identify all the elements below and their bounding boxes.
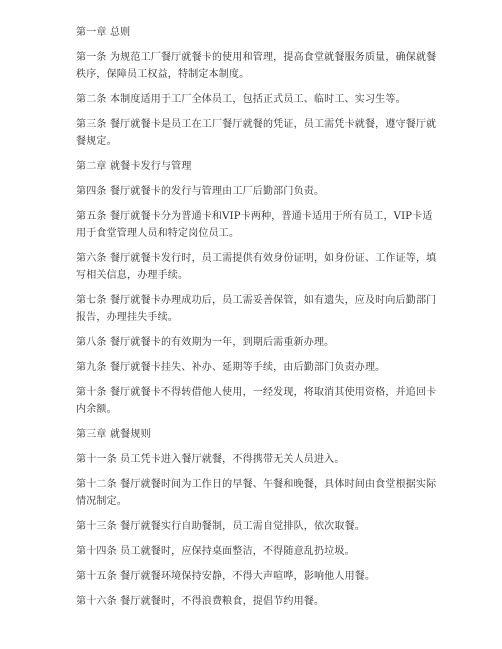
article-paragraph <box>76 518 432 535</box>
article-line: 报告，办理挂失手续。 <box>76 312 178 323</box>
article-paragraph <box>76 116 437 150</box>
article-line: 第九条 餐厅就餐卡挂失、补办、延期等手续，由后勤部门负责办理。 <box>76 362 386 373</box>
article-line: 第十二条 餐厅就餐时间为工作日的早餐、午餐和晚餐，具体时间由食堂根据实际 <box>76 479 437 490</box>
article-line: 第十条 餐厅就餐卡不得转借他人使用，一经发现，将取消其使用资格，并追回卡 <box>76 387 437 398</box>
article-line: 第十一条 员工凭卡进入餐厅就餐，不得携带无关人员进入。 <box>76 454 345 465</box>
article-paragraph <box>76 384 437 418</box>
article-line: 第十五条 餐厅就餐环境保持安静，不得大声喧哗，影响他人用餐。 <box>76 571 376 582</box>
article-paragraph <box>76 49 437 83</box>
article-paragraph <box>76 593 432 610</box>
article-line: 第十六条 餐厅就餐时，不得浪费粮食，提倡节约用餐。 <box>76 596 325 607</box>
article-line: 情况制定。 <box>76 496 127 507</box>
article-line: 第八条 餐厅就餐卡的有效期为一年，到期后需重新办理。 <box>76 337 335 348</box>
chapter-heading <box>76 24 432 41</box>
article-paragraph <box>76 183 432 200</box>
article-line: 第六条 餐厅就餐卡发行时，员工需提供有效身份证明，如身份证、工作证等，填 <box>76 253 437 264</box>
chapter-heading <box>76 426 432 443</box>
article-line: 第十四条 员工就餐时，应保持桌面整洁，不得随意乱扔垃圾。 <box>76 546 355 557</box>
article-line: 写相关信息，办理手续。 <box>76 270 189 281</box>
chapter-heading <box>76 158 432 175</box>
article-paragraph <box>76 208 432 242</box>
article-line: 用于食堂管理人员和特定岗位员工。 <box>76 228 240 239</box>
article-paragraph <box>76 91 432 108</box>
article-line: 第四条 餐厅就餐卡的发行与管理由工厂后勤部门负责。 <box>76 186 325 197</box>
article-paragraph <box>76 543 432 560</box>
article-paragraph <box>76 334 432 351</box>
article-line: 第一条 为规范工厂餐厅就餐卡的使用和管理，提高食堂就餐服务质量，确保就餐 <box>76 52 437 63</box>
article-paragraph <box>76 250 437 284</box>
document-body <box>76 24 437 618</box>
chapter-heading-text: 第二章 就餐卡发行与管理 <box>76 161 192 172</box>
article-paragraph <box>76 359 432 376</box>
article-line: 第五条 餐厅就餐卡分为普通卡和VIP卡两种，普通卡适用于所有员工，VIP卡适 <box>76 211 433 222</box>
article-paragraph <box>76 476 437 510</box>
article-line: 第七条 餐厅就餐卡办理成功后，员工需妥善保管，如有遗失，应及时向后勤部门 <box>76 295 437 306</box>
article-line: 第二条 本制度适用于工厂全体员工，包括正式员工、临时工、实习生等。 <box>76 94 406 105</box>
article-paragraph <box>76 568 432 585</box>
chapter-heading-text: 第一章 总则 <box>76 27 131 38</box>
article-line: 餐规定。 <box>76 136 117 147</box>
article-line: 第三条 餐厅就餐卡是员工在工厂餐厅就餐的凭证，员工需凭卡就餐，遵守餐厅就 <box>76 119 437 130</box>
article-line: 秩序，保障员工权益，特制定本制度。 <box>76 69 250 80</box>
chapter-heading-text: 第三章 就餐规则 <box>76 429 151 440</box>
article-paragraph <box>76 451 432 468</box>
article-line: 第十三条 餐厅就餐实行自助餐制，员工需自觉排队，依次取餐。 <box>76 521 365 532</box>
article-line: 内余额。 <box>76 404 117 415</box>
article-paragraph <box>76 292 437 326</box>
